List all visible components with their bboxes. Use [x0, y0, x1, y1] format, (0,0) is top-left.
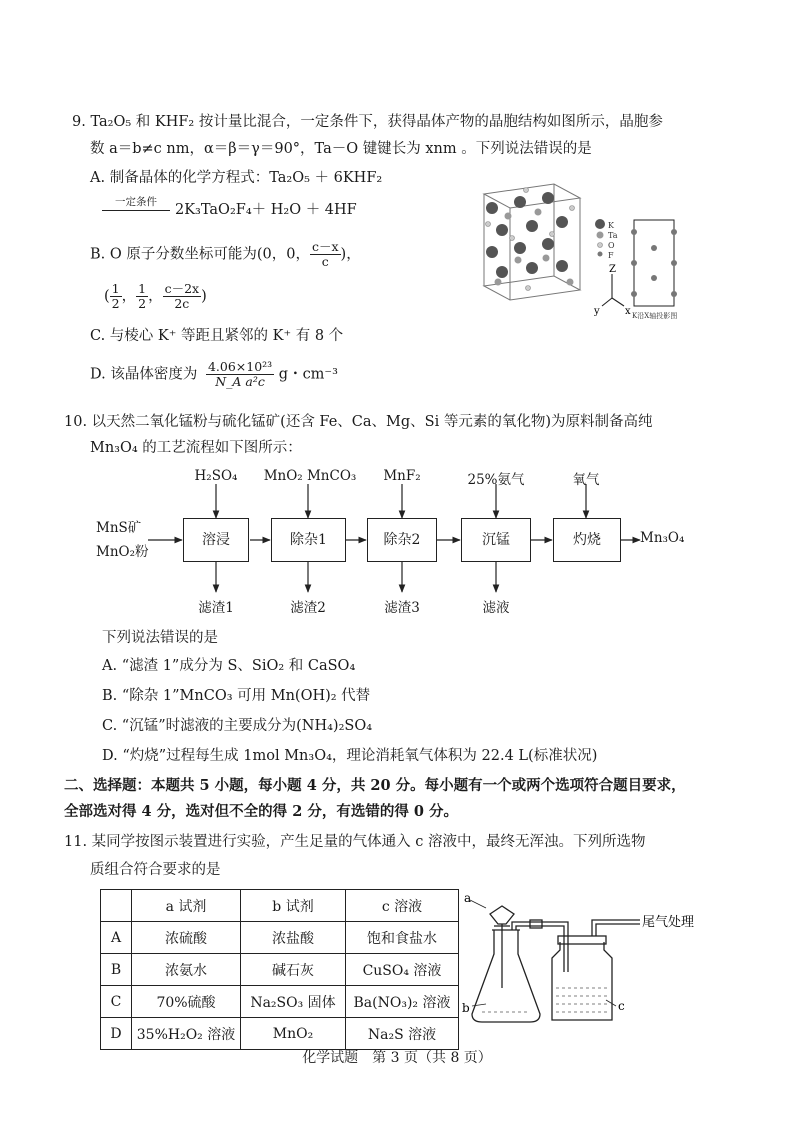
apparatus-label-b: b [462, 1001, 470, 1015]
table-row: B 浓氨水 碱石灰 CuSO₄ 溶液 [101, 954, 459, 986]
legend-f: F [608, 251, 614, 260]
q9-option-d-fraction: $\frac{\text{4.06×10²³}}{\text{N\_A a²c}}$ [207, 359, 273, 389]
crystal-structure-figure [462, 168, 692, 328]
step-calcine: 灼烧 [553, 518, 621, 562]
section2-heading-line1: 二、选择题：本题共 5 小题，每小题 4 分，共 20 分。每小题有一个或两个选项符合题目要求， [64, 777, 686, 794]
apparatus-label-a: a [464, 891, 472, 905]
residue-3: 滤渣3 [384, 600, 420, 616]
q9-stem-line2: 数 a＝b≠c nm，α＝β＝γ＝90°，Ta－O 键键长为 xnm 。下列说法错误的是 [90, 141, 592, 157]
reagent-ammonia: 25%氨气 [467, 472, 525, 488]
q10-option-c: C. “沉锰”时滤液的主要成分为(NH₄)₂SO₄ [102, 718, 373, 734]
step-leaching: 溶浸 [183, 518, 249, 562]
q10-stem-line1: 10. 以天然二氧化锰粉与硫化锰矿(还含 Fe、Ca、Mg、Si 等元素的氧化物)为原料制备高纯 [64, 414, 653, 430]
q9-option-b-line2: ( $\frac{1}{2}$ ， $\frac{1}{2}$ ， $\frac{c-2x}{2c}$ ) [104, 281, 207, 311]
q10-ask: 下列说法错误的是 [102, 630, 218, 646]
table-row: C 70%硫酸 Na₂SO₃ 固体 Ba(NO₃)₂ 溶液 [101, 986, 459, 1018]
filtrate: 滤液 [482, 600, 510, 616]
projection-caption: K沿X轴投影图 [632, 312, 678, 320]
q10-option-d: D. “灼烧”过程每生成 1mol Mn₃O₄，理论消耗氧气体积为 22.4 L(标准状况) [102, 748, 598, 764]
q9-option-d: D. 该晶体密度为 $\frac{\text{4.06×10²³}}{\text{N\_A a²c}}$ g・cm⁻³ [90, 359, 338, 389]
q10-option-a: A. “滤渣 1”成分为 S、SiO₂ 和 CaSO₄ [102, 658, 356, 674]
reagent-h2so4: H₂SO₄ [194, 468, 238, 484]
q9-option-b-fraction1: $\frac{c-x}{c}$ [311, 239, 339, 269]
legend-o: O [608, 241, 615, 250]
apparatus-tail-gas-label: 尾气处理 [642, 915, 695, 930]
apparatus-label-c: c [618, 999, 625, 1013]
q9-option-b-fraction3: $\frac{1}{2}$ [138, 281, 147, 311]
q11-stem-line1: 11. 某同学按图示装置进行实验，产生足量的气体通入 c 溶液中，最终无浑浊。下列所选物 [64, 834, 646, 850]
page-footer: 化学试题 第 3 页（共 8 页） [302, 1050, 492, 1066]
table-row: A 浓硫酸 浓盐酸 饱和食盐水 [101, 922, 459, 954]
residue-2: 滤渣2 [290, 600, 326, 616]
residue-1: 滤渣1 [198, 600, 234, 616]
q9-stem-line1: 9. Ta₂O₅ 和 KHF₂ 按计量比混合，一定条件下，获得晶体产物的晶胞结构如图所示，晶胞参 [72, 114, 663, 130]
input-mno2-powder: MnO₂粉 [96, 544, 149, 560]
q10-stem-line2: Mn₃O₄ 的工艺流程如下图所示： [90, 440, 302, 456]
table-header-row: a 试剂 b 试剂 c 溶液 [101, 890, 459, 922]
axis-y-label: y [594, 306, 600, 317]
q9-option-a-condition: 一定条件 [115, 196, 157, 208]
legend-ta: Ta [608, 231, 618, 240]
q9-reaction-arrow [102, 210, 170, 211]
axis-z-label: Z [609, 264, 616, 275]
q10-option-b: B. “除杂 1”MnCO₃ 可用 Mn(OH)₂ 代替 [102, 688, 371, 704]
step-precipitate-mn: 沉锰 [461, 518, 531, 562]
legend-k: K [608, 221, 614, 230]
reagent-mnf2: MnF₂ [383, 468, 421, 484]
section2-heading-line2: 全部选对得 4 分，选对但不全的得 2 分，有选错的得 0 分。 [64, 803, 459, 820]
q9-option-a-line2: 2K₃TaO₂F₄＋ H₂O ＋ 4HF [175, 202, 357, 218]
reagent-oxygen: 氧气 [572, 472, 600, 488]
q9-option-a-line1: A. 制备晶体的化学方程式：Ta₂O₅ ＋ 6KHF₂ [90, 170, 383, 186]
reagent-mno2-mnco3: MnO₂ MnCO₃ [263, 468, 357, 484]
input-mns-ore: MnS矿 [96, 520, 142, 536]
gas-apparatus-figure [460, 880, 700, 1040]
axis-x-label: x [625, 306, 631, 317]
q9-option-b-fraction2: $\frac{1}{2}$ [111, 281, 120, 311]
q11-stem-line2: 质组合符合要求的是 [90, 862, 221, 878]
q9-option-b-line1: B. O 原子分数坐标可能为(0，0， $\frac{c-x}{c}$ )， [90, 239, 361, 269]
table-row: D 35%H₂O₂ 溶液 MnO₂ Na₂S 溶液 [101, 1018, 459, 1050]
product-mn3o4: Mn₃O₄ [640, 530, 685, 546]
q9-option-b-fraction4: $\frac{c-2x}{2c}$ [164, 281, 200, 311]
step-purify2: 除杂2 [367, 518, 437, 562]
q9-option-c: C. 与棱心 K⁺ 等距且紧邻的 K⁺ 有 8 个 [90, 328, 344, 344]
step-purify1: 除杂1 [271, 518, 346, 562]
q9-option-b-text: B. O 原子分数坐标可能为(0，0， [90, 246, 310, 263]
q11-options-table [100, 889, 459, 1050]
